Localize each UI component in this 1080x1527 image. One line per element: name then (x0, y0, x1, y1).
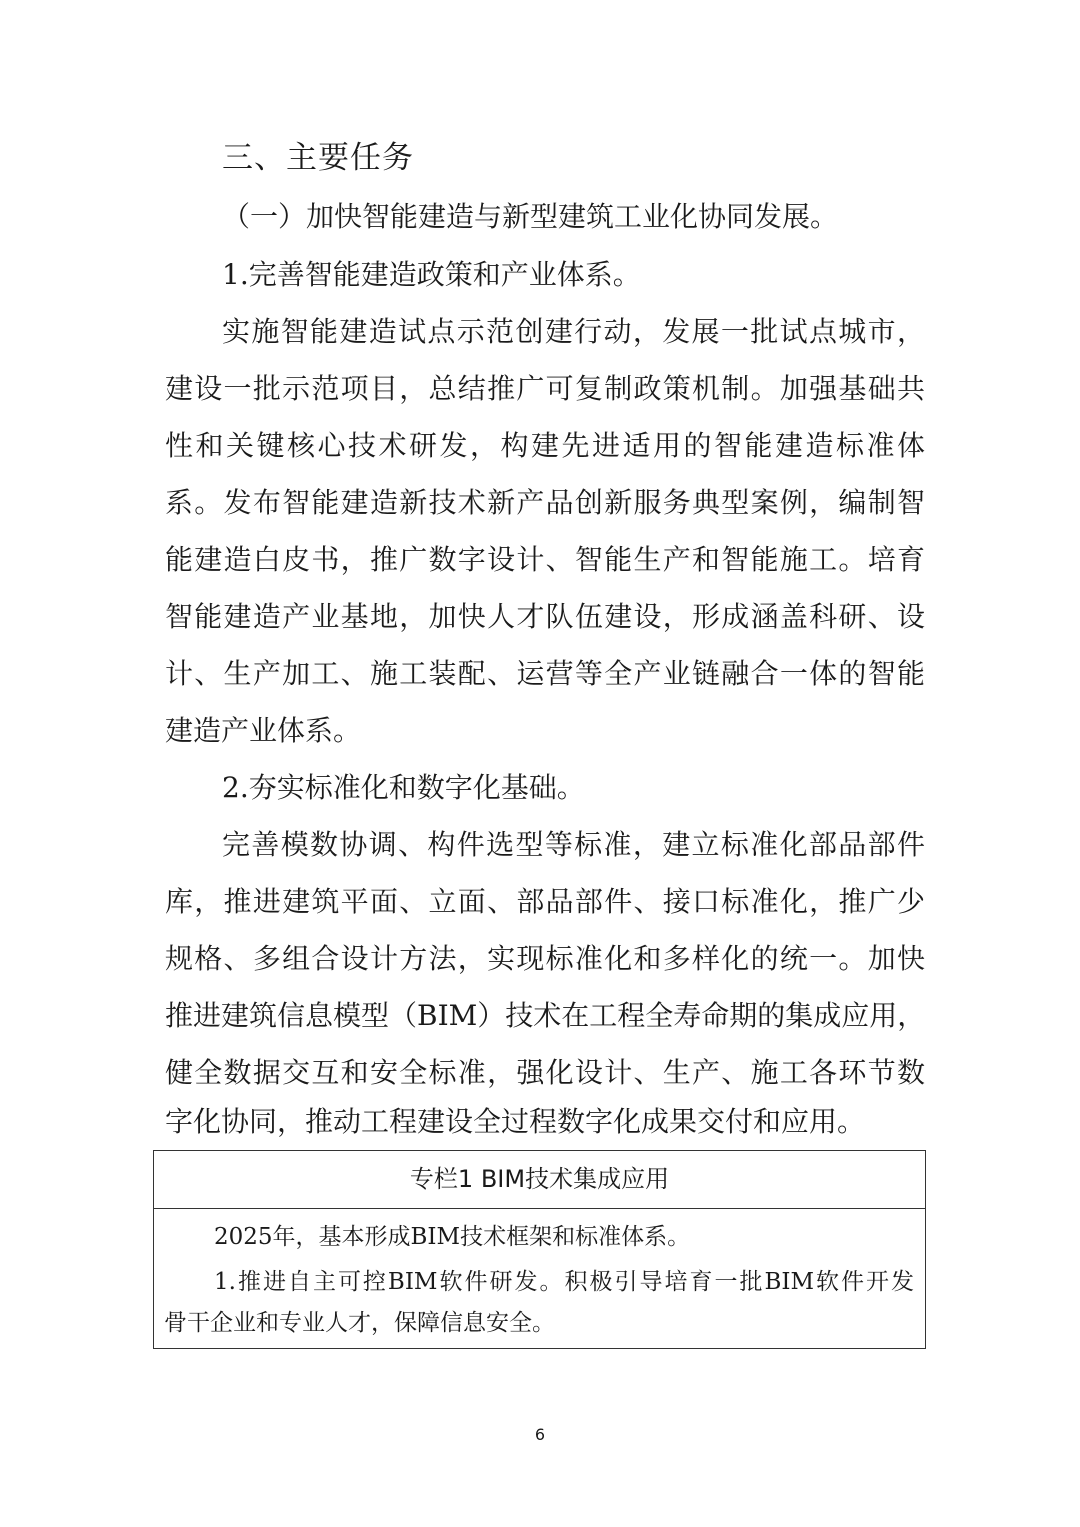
paragraph-line: 系。发布智能建造新技术新产品创新服务典型案例，编制智 (165, 486, 925, 519)
paragraph-line: 实施智能建造试点示范创建行动，发展一批试点城市， (222, 315, 925, 348)
column-box (153, 1150, 926, 1349)
paragraph-line: 规格、多组合设计方法，实现标准化和多样化的统一。加快 (165, 942, 925, 975)
column-box-line: 骨干企业和专业人才，保障信息安全。 (164, 1310, 555, 1336)
paragraph-line: 智能建造产业基地，加快人才队伍建设，形成涵盖科研、设 (165, 600, 925, 633)
column-box-header (154, 1151, 925, 1209)
column-box-title: 专栏1 BIM技术集成应用 (409, 1165, 670, 1193)
paragraph-line: 性和关键核心技术研发，构建先进适用的智能建造标准体 (165, 429, 925, 462)
column-box-line: 1.推进自主可控BIM软件研发。积极引导培育一批BIM软件开发 (214, 1269, 914, 1295)
subsection-heading: （一）加快智能建造与新型建筑工业化协同发展。 (222, 200, 839, 233)
paragraph-line: 推进建筑信息模型（BIM）技术在工程全寿命期的集成应用， (165, 999, 926, 1032)
section-heading: 三、主要任务 (222, 140, 414, 176)
item-2-title: 2.夯实标准化和数字化基础。 (222, 771, 585, 804)
item-1-title: 1.完善智能建造政策和产业体系。 (222, 258, 641, 291)
paragraph-line: 建造产业体系。 (165, 714, 362, 747)
paragraph-line: 建设一批示范项目，总结推广可复制政策机制。加强基础共 (165, 372, 925, 405)
page-number: 6 (534, 1425, 546, 1444)
paragraph-line: 能建造白皮书，推广数字设计、智能生产和智能施工。培育 (165, 543, 925, 576)
paragraph-line: 计、生产加工、施工装配、运营等全产业链融合一体的智能 (165, 657, 925, 690)
paragraph-line: 库，推进建筑平面、立面、部品部件、接口标准化，推广少 (165, 885, 925, 918)
column-box-line: 2025年，基本形成BIM技术框架和标准体系。 (214, 1224, 691, 1250)
paragraph-line: 字化协同，推动工程建设全过程数字化成果交付和应用。 (165, 1105, 866, 1138)
paragraph-line: 完善模数协调、构件选型等标准，建立标准化部品部件 (222, 828, 925, 861)
paragraph-line: 健全数据交互和安全标准，强化设计、生产、施工各环节数 (165, 1056, 925, 1089)
